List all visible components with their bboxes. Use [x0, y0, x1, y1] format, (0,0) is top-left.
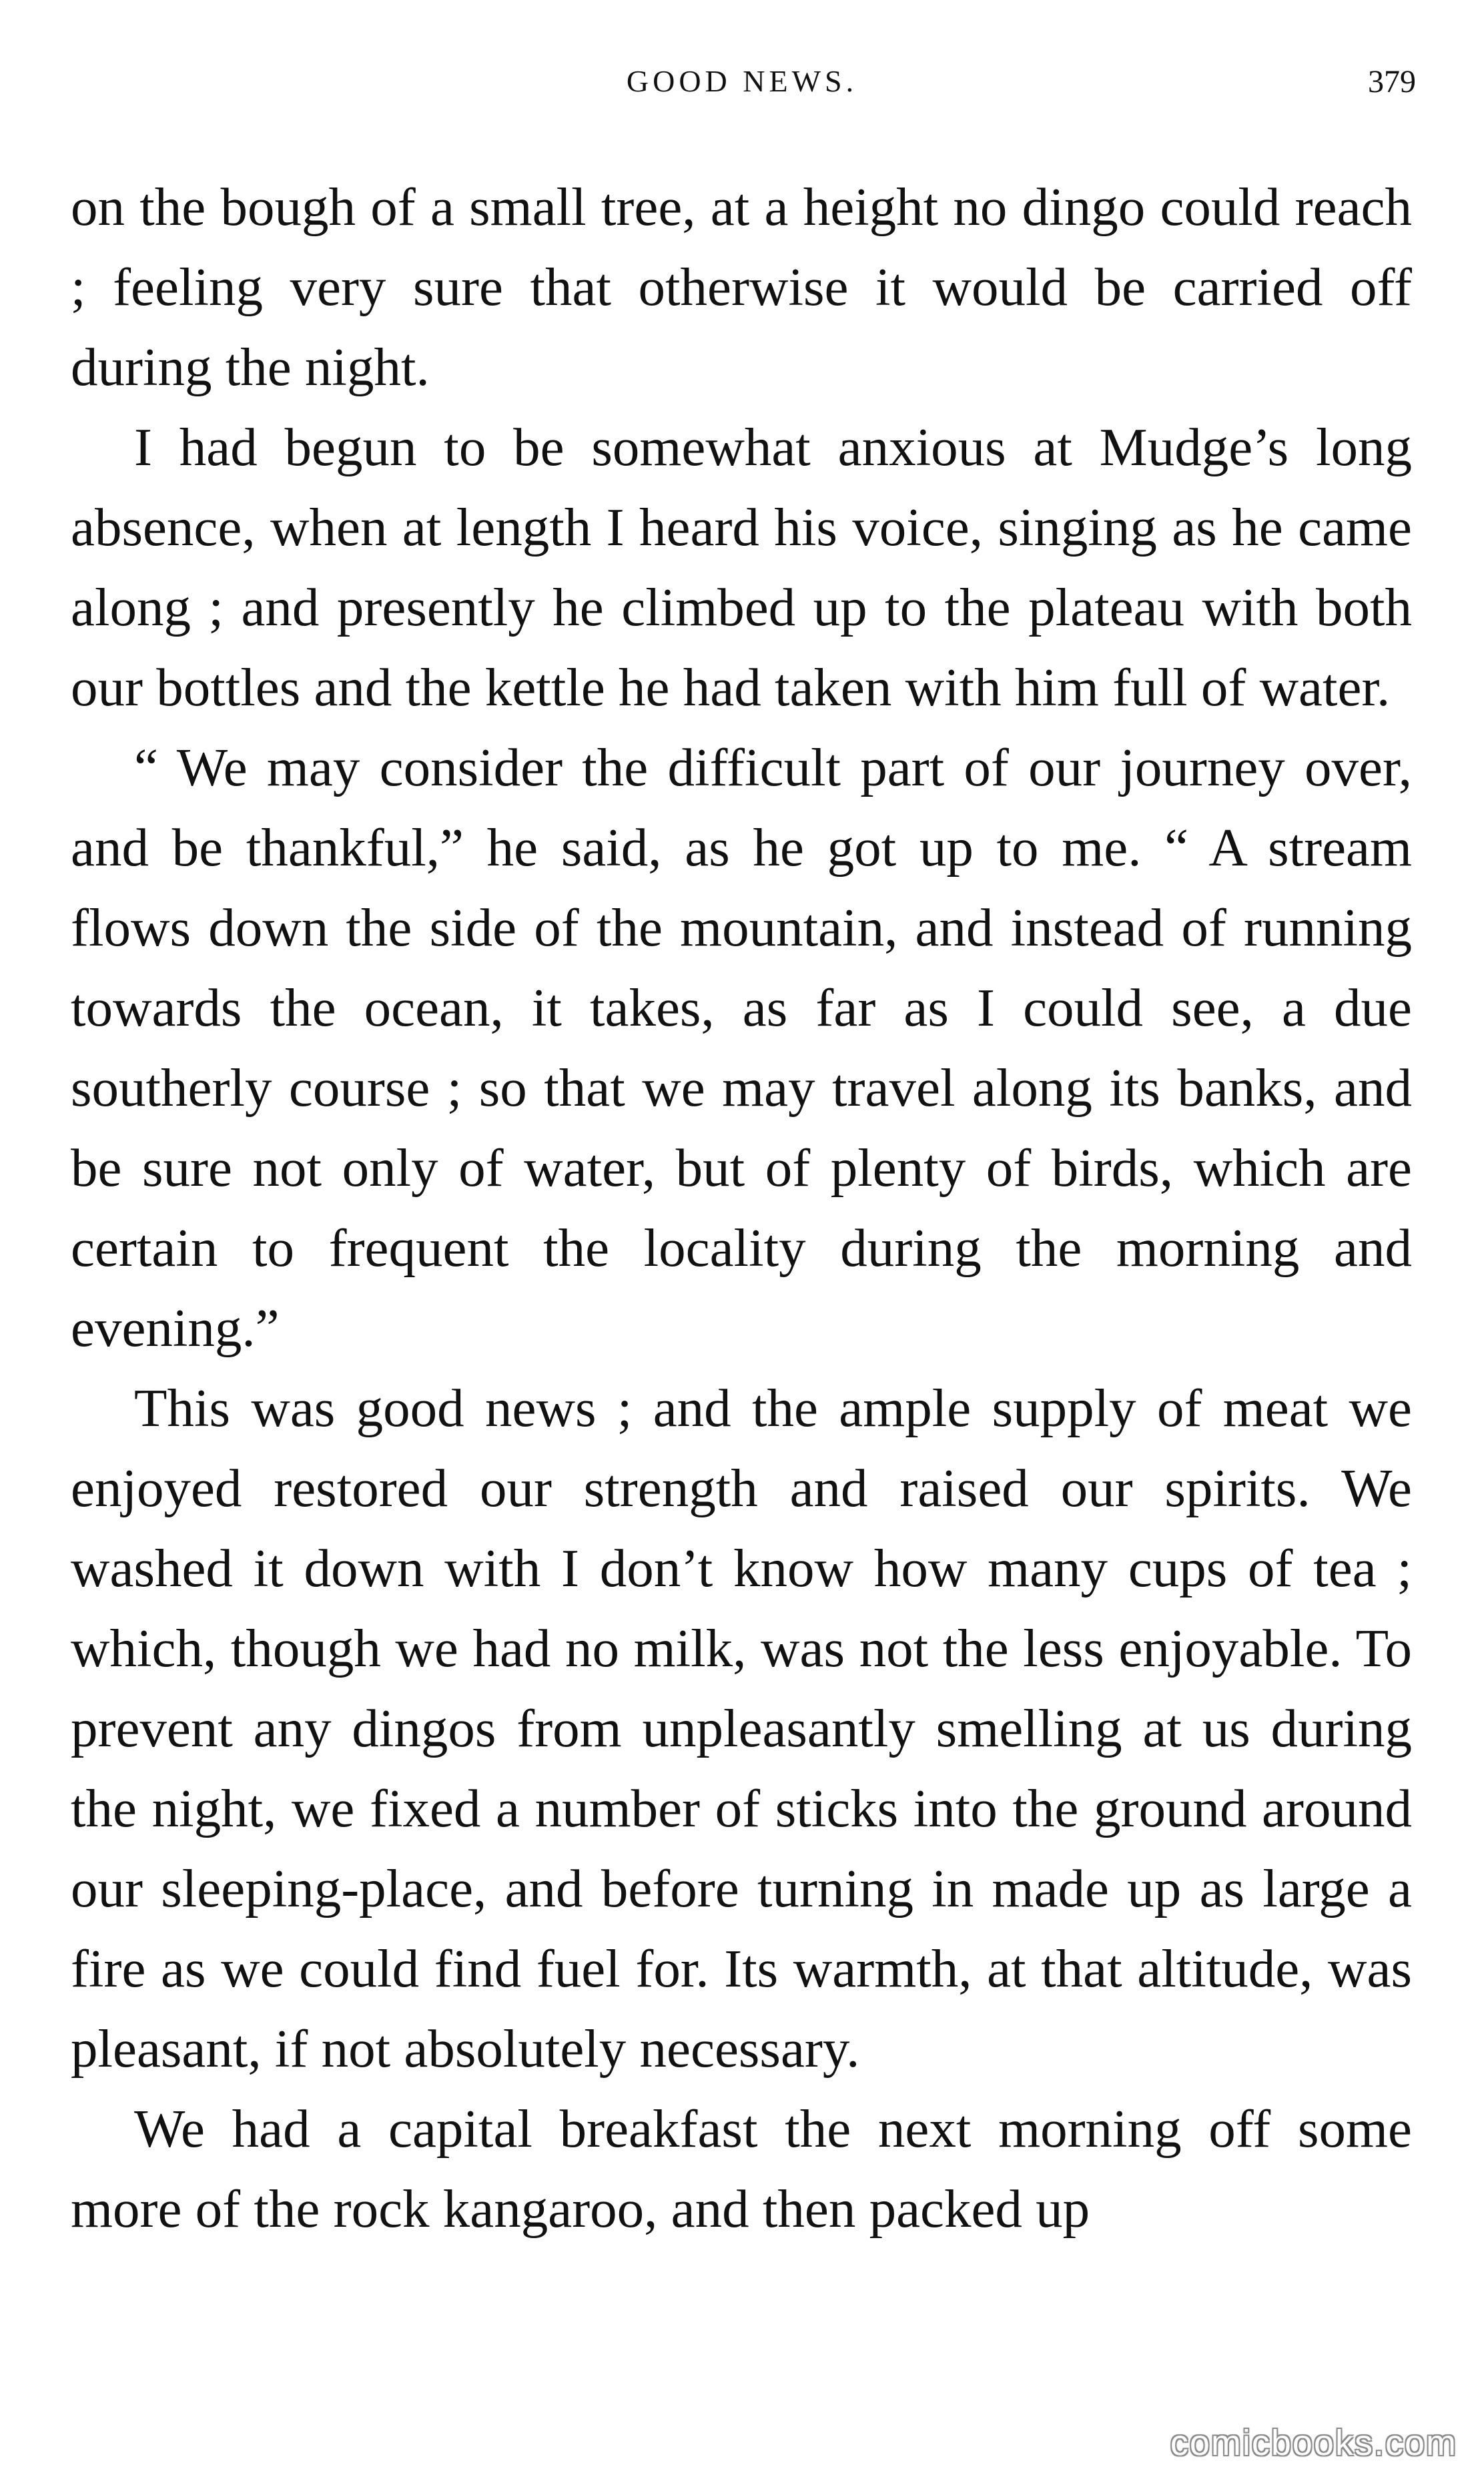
paragraph: “ We may consider the difficult part of our journey over, and be thankful,” he said, as he got up to me. “ A stream flows down the side of the mountain, and instead of running towards the ocean, it takes, as far as I could see, a due southerly course ; so that we may travel along its banks, and be sure not only of water, but of plenty of birds, which are certain to frequent the locality during the morning and evening.”	[71, 737, 1412, 1358]
paragraph: This was good news ; and the ample supply of meat we enjoyed restored our strength and raised our spirits. We washed it down with I don’t know how many cups of tea ; which, though we had no milk, was not the less enjoyable. To prevent any dingos from unpleasantly smelling at us during the night, we fixed a number of sticks into the ground around our sleeping-place, and before turning in made up as large a fire as we could find fuel for. Its warmth, at that altitude, was pleasant, if not absolutely necessary.	[71, 1378, 1412, 2079]
text-body	[71, 167, 1412, 2249]
watermark: comicbooks.com	[1170, 2423, 1457, 2463]
running-head: GOOD NEWS.	[626, 64, 858, 98]
paragraph-continued: on the bough of a small tree, at a height no dingo could reach ; feeling very sure that otherwise it would be carried off during the night.	[71, 177, 1412, 397]
page-header	[0, 63, 1484, 117]
paragraph: I had begun to be somewhat anxious at Mudge’s long absence, when at length I heard his voice, singing as he came along ; and presently he climbed up to the plateau with both our bottles and the kettle he had taken with him full of water.	[71, 417, 1412, 717]
paragraph: We had a capital breakfast the next morning off some more of the rock kangaroo, and then packed up	[71, 2099, 1412, 2239]
page-number: 379	[1368, 64, 1416, 99]
